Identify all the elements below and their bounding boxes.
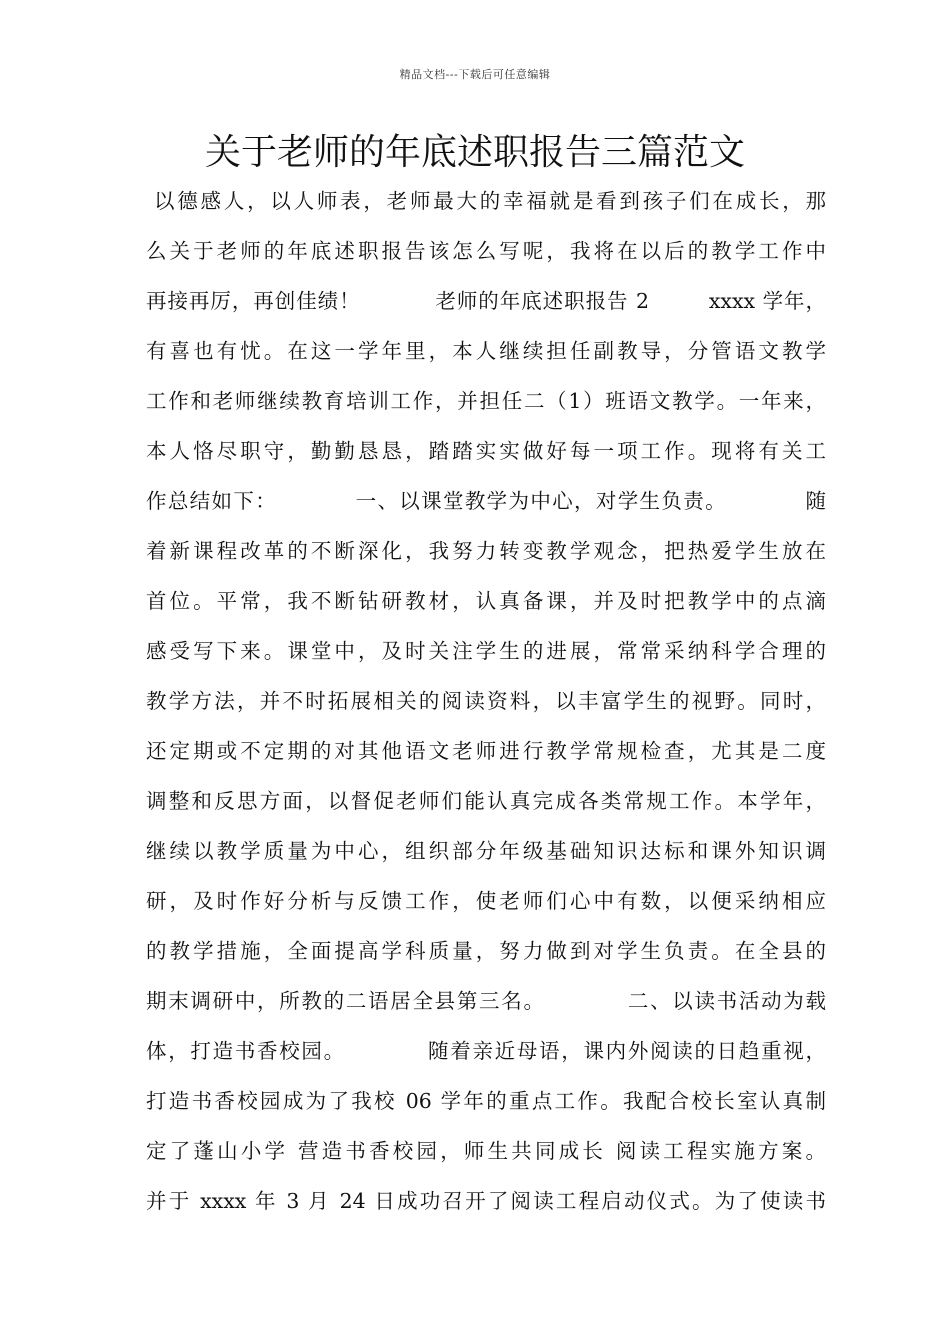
- body-line: 打造书香校园成为了我校 06 学年的重点工作。我配合校长室认真制: [146, 1089, 826, 1113]
- document-title: 关于老师的年底述职报告三篇范文: [204, 132, 745, 173]
- body-line: 调整和反思方面，以督促老师们能认真完成各类常规工作。本学年，: [146, 789, 826, 813]
- body-line: 教学方法，并不时拓展相关的阅读资料，以丰富学生的视野。同时，: [146, 689, 826, 713]
- body-line: 首位。平常，我不断钻研教材，认真备课，并及时把教学中的点滴: [146, 589, 826, 613]
- body-line: 研，及时作好分析与反馈工作，使老师们心中有数，以便采纳相应: [146, 889, 826, 913]
- header-note: 精品文档---下载后可任意编辑: [399, 68, 551, 81]
- body-line: 工作和老师继续教育培训工作，并担任二（1）班语文教学。一年来，: [146, 389, 826, 413]
- body-line: 本人恪尽职守，勤勤恳恳，踏踏实实做好每一项工作。现将有关工: [146, 439, 826, 463]
- document-body: [146, 176, 826, 1226]
- body-line: 着新课程改革的不断深化，我努力转变教学观念，把热爱学生放在: [146, 539, 826, 563]
- body-line: 体，打造书香校园。 随着亲近母语，课内外阅读的日趋重视，: [146, 1039, 826, 1063]
- body-line: 有喜也有忧。在这一学年里，本人继续担任副教导，分管语文教学: [146, 339, 826, 363]
- body-line: 再接再厉，再创佳绩！ 老师的年底述职报告 2 xxxx 学年，: [146, 289, 826, 313]
- body-line: 作总结如下： 一、以课堂教学为中心，对学生负责。 随: [146, 489, 826, 513]
- body-line: 期末调研中，所教的二语居全县第三名。 二、以读书活动为载: [146, 989, 826, 1013]
- body-line: 并于 xxxx 年 3 月 24 日成功召开了阅读工程启动仪式。为了使读书: [146, 1189, 826, 1213]
- body-line: 定了蓬山小学 营造书香校园，师生共同成长 阅读工程实施方案。: [146, 1139, 826, 1163]
- body-line: 以德感人，以人师表，老师最大的幸福就是看到孩子们在成长，那: [154, 189, 826, 213]
- body-line: 的教学措施，全面提高学科质量，努力做到对学生负责。在全县的: [146, 939, 826, 963]
- body-line: 继续以教学质量为中心，组织部分年级基础知识达标和课外知识调: [146, 839, 826, 863]
- body-line: 么关于老师的年底述职报告该怎么写呢，我将在以后的教学工作中: [146, 239, 826, 263]
- body-line: 还定期或不定期的对其他语文老师进行教学常规检查，尤其是二度: [146, 739, 826, 763]
- body-line: 感受写下来。课堂中，及时关注学生的进展，常常采纳科学合理的: [146, 639, 826, 663]
